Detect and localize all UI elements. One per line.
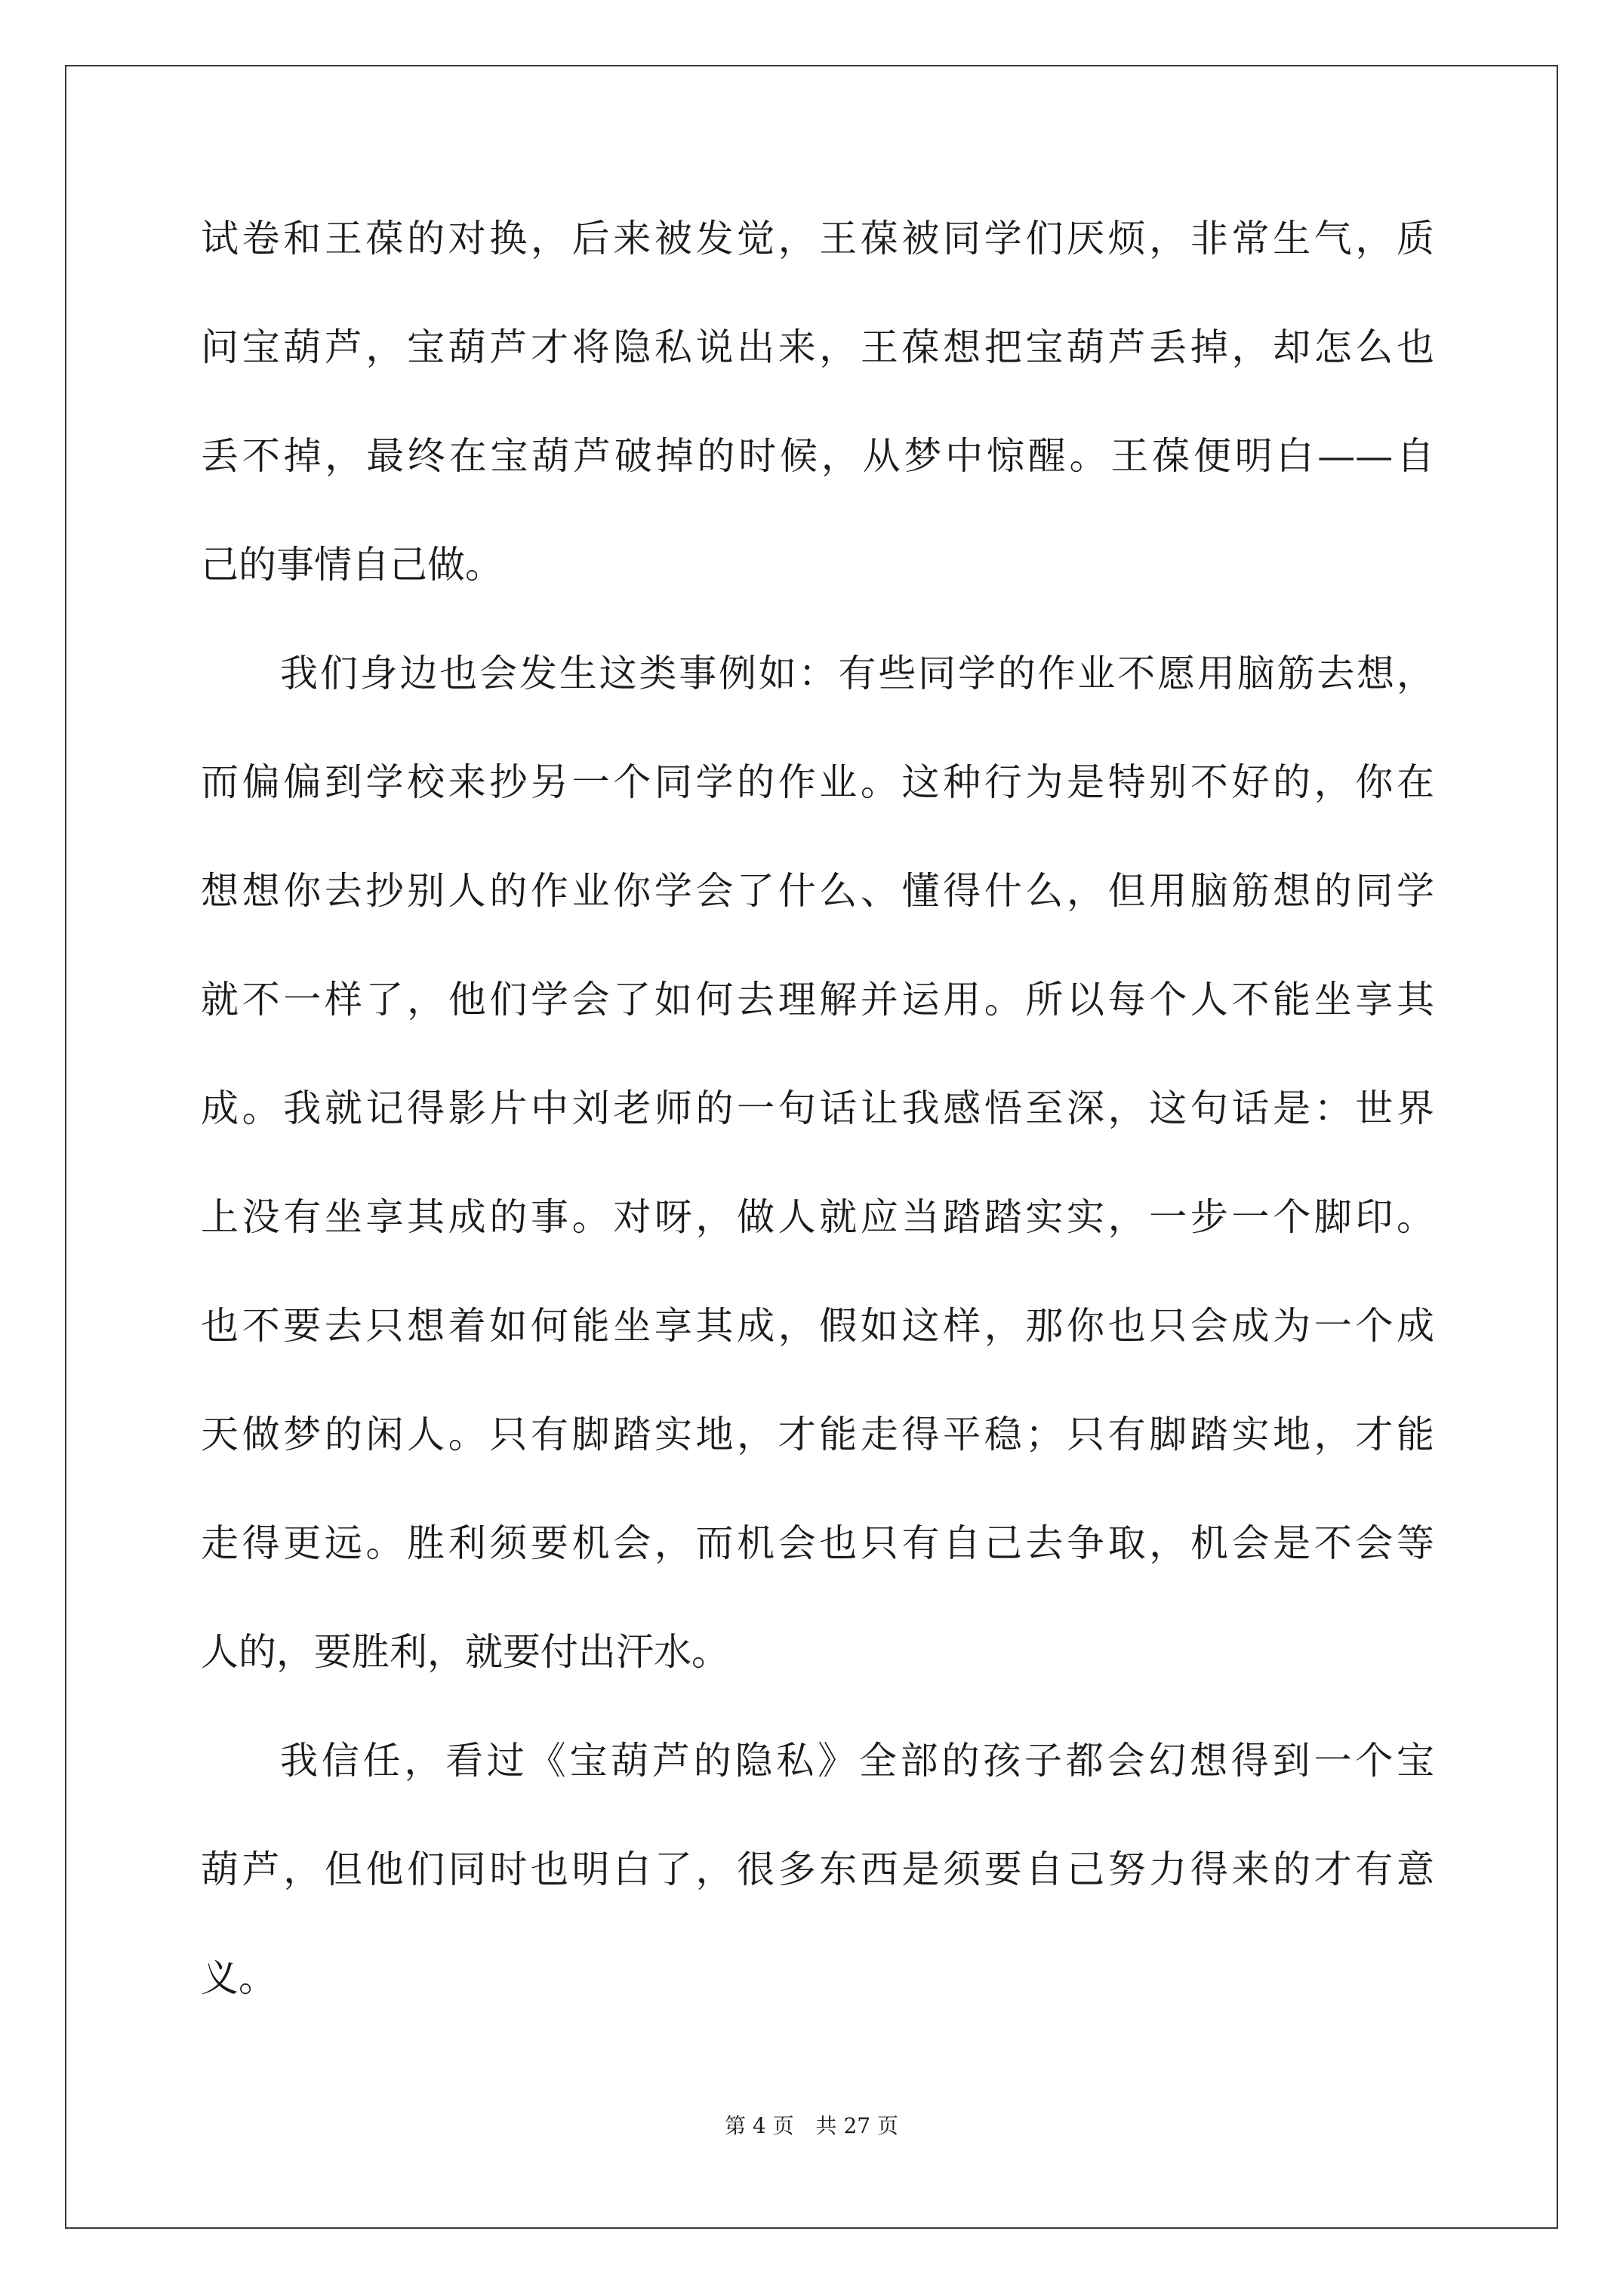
page-footer xyxy=(0,2113,1623,2140)
text-line: 义。 xyxy=(201,1956,276,2000)
text-line: 我们身边也会发生这类事例如：有些同学的作业不愿用脑筋去想， xyxy=(280,652,1434,695)
text-line: 想想你去抄别人的作业你学会了什么、懂得什么，但用脑筋想的同学 xyxy=(201,869,1434,913)
text-line: 就不一样了，他们学会了如何去理解并运用。所以每个人不能坐享其 xyxy=(201,978,1434,1022)
text-line: 丢不掉，最终在宝葫芦破掉的时候，从梦中惊醒。王葆便明白——自 xyxy=(201,434,1434,478)
text-line: 走得更远。胜利须要机会，而机会也只有自己去争取，机会是不会等 xyxy=(201,1521,1434,1565)
text-line: 问宝葫芦，宝葫芦才将隐私说出来，王葆想把宝葫芦丢掉，却怎么也 xyxy=(201,325,1434,369)
text-line: 天做梦的闲人。只有脚踏实地，才能走得平稳；只有脚踏实地，才能 xyxy=(201,1413,1434,1456)
text-line: 我信任，看过《宝葫芦的隐私》全部的孩子都会幻想得到一个宝 xyxy=(280,1739,1434,1783)
page-number: 第 4 页 xyxy=(725,2113,794,2138)
text-line: 人的，要胜利，就要付出汗水。 xyxy=(201,1630,729,1674)
page-total: 共 27 页 xyxy=(815,2113,898,2138)
text-line: 而偏偏到学校来抄另一个同学的作业。这种行为是特别不好的，你在 xyxy=(201,760,1434,804)
text-line: 也不要去只想着如何能坐享其成，假如这样，那你也只会成为一个成 xyxy=(201,1304,1434,1348)
text-line: 葫芦，但他们同时也明白了，很多东西是须要自己努力得来的才有意 xyxy=(201,1848,1434,1891)
text-line: 试卷和王葆的对换，后来被发觉，王葆被同学们厌烦，非常生气，质 xyxy=(201,217,1434,260)
text-line: 己的事情自己做。 xyxy=(201,543,503,587)
text-line: 成。我就记得影片中刘老师的一句话让我感悟至深，这句话是：世界 xyxy=(201,1086,1434,1130)
text-line: 上没有坐享其成的事。对呀，做人就应当踏踏实实，一步一个脚印。 xyxy=(201,1195,1434,1239)
document-body xyxy=(201,211,1434,2060)
